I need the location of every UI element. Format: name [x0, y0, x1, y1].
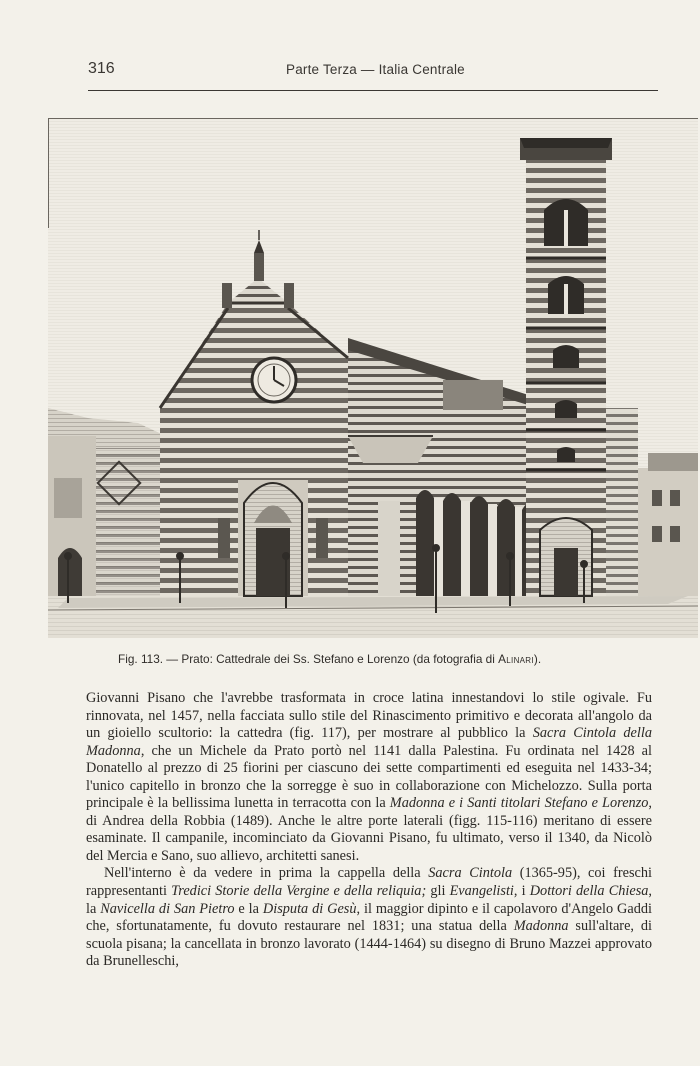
cathedral-engraving: [48, 118, 698, 638]
text-run: (1365-95), coi freschi rappresentanti: [86, 865, 653, 900]
italic-run: Disputa di Gesù: [262, 900, 357, 917]
italic-run: Dottori della Chiesa: [529, 883, 649, 900]
text-run: e la: [234, 900, 263, 917]
italic-run: Madonna e i Santi titolari Stefano e Lorenzo: [389, 795, 649, 812]
italic-run: Tredici Storie della Vergine e della reliquia;: [171, 883, 427, 900]
text-run: , di Andrea della Robbia (1489). Anche le altre porte laterali (figg. 115-116) meritano di essere esaminate. Il campanile, incominciato da Giovanni Pisano, fu ultimato, verso il 1340, da Nicolò del Mercia e Sano, suo allievo, architetti sanesi.: [86, 795, 652, 864]
page-header: [88, 60, 658, 80]
text-run: Giovanni Pisano che l'avrebbe trasformata in croce latina innestandovi lo stile ogivale. Fu rinnovata, nel 1457, nella facciata sullo stile del Rinascimento primitivo e decorata all'angolo da un gioiello scultorio: la cattedra (fig. 117), per mostrare al pubblico la: [86, 690, 652, 742]
caption-end: ).: [533, 652, 542, 666]
page-number: 316: [88, 60, 115, 77]
body-text: [86, 690, 652, 971]
italic-run: Evangelisti: [449, 883, 514, 900]
text-run: gli: [426, 883, 450, 900]
cathedral-illustration: [48, 118, 698, 638]
paragraph: [86, 865, 652, 970]
caption-credit: Alinari: [498, 652, 534, 666]
text-run: , la: [86, 883, 652, 917]
text-run: , che un Michele da Prato portò nel 1141 dalla Palestina. Fu ordinata nel 1428 al Donatello al prezzo di 25 fiorini per ciascuno dei sette compartimenti ed eseguita nel 1433-34; l'unico capitello in bronzo che la sorregge è suo in collaborazione con Michelozzo. Sulla porta principale è la bellissima lunetta in terracotta con la: [86, 742, 652, 812]
italic-run: Sacra Cintola: [428, 865, 513, 882]
text-run: Nell'interno è da vedere in prima la cappella della: [104, 865, 429, 882]
italic-run: Madonna: [513, 918, 569, 935]
header-rule: [88, 90, 658, 91]
running-title: Parte Terza — Italia Centrale: [286, 62, 465, 77]
text-run: , il maggior dipinto e il capolavoro d'Angelo Gaddi che, sfortunatamente, fu dovuto restaurare nel 1831; una statua della: [86, 900, 652, 935]
italic-run: Navicella di San Pietro: [100, 900, 235, 917]
caption-text: Fig. 113. — Prato: Cattedrale dei Ss. Stefano e Lorenzo (da fotografia di: [118, 652, 499, 666]
figure-caption: [118, 652, 678, 666]
italic-run: Sacra Cintola della Madonna: [86, 725, 652, 759]
text-run: , i: [513, 883, 530, 900]
paragraph: [86, 690, 652, 865]
text-run: sull'altare, di scuola pisana; la cancellata in bronzo lavorato (1444-1464) su disegno di Bruno Mazzei approvato da Brunelleschi,: [86, 918, 652, 970]
